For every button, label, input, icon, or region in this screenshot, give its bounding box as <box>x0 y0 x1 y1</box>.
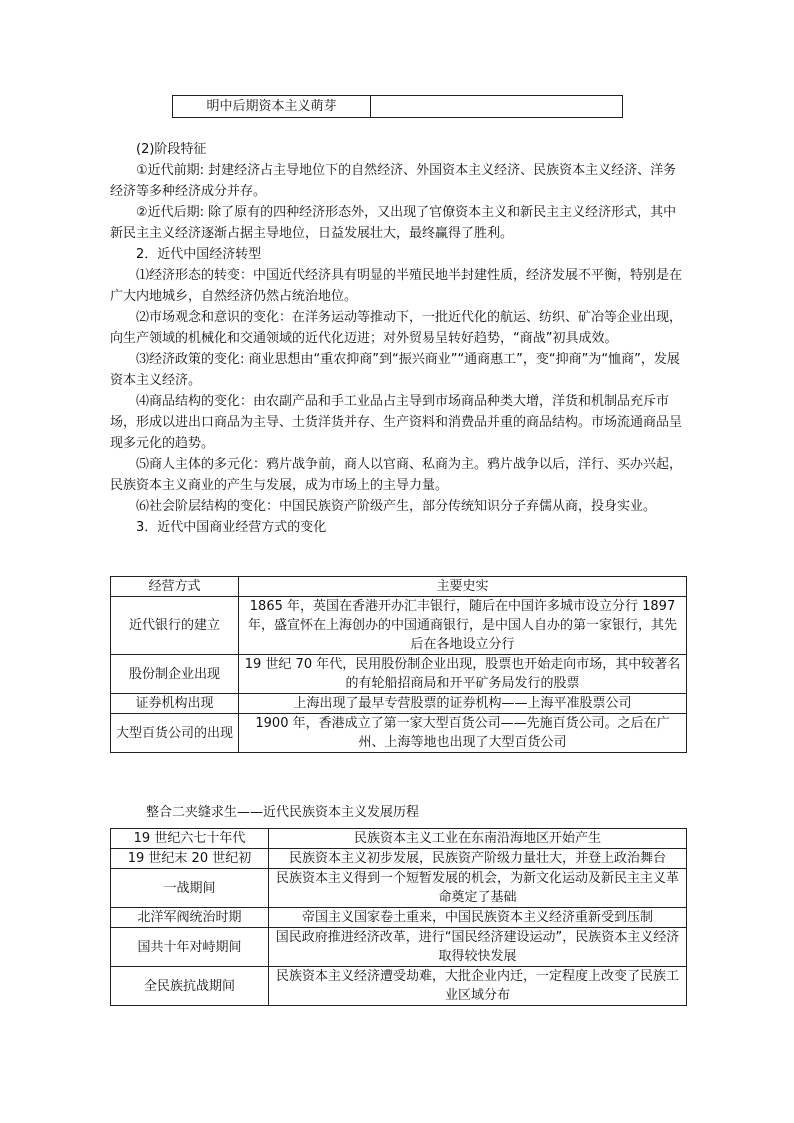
table-row <box>111 967 687 1006</box>
table-cell: 民族资本主义初步发展，民族资产阶级力量壮大，并登上政治舞台 <box>269 849 687 869</box>
table-row <box>111 869 687 908</box>
paragraph: ⑸商人主体的多元化：鸦片战争前，商人以官商、私商为主。鸦片战争以后，洋行、买办兴起，民族资本主义商业的产生与发展，成为市场上的主导力量。 <box>110 457 683 493</box>
table-cell: 民族资本主义经济遭受劫难，大批企业内迁，一定程度上改变了民族工业区域分布 <box>269 967 687 1006</box>
paragraph: ⑶经济政策的变化: 商业思想由“重农抑商”到“振兴商业”“通商惠工”，变“抑商”为“恤商”，发展资本主义经济。 <box>110 352 680 388</box>
table-cell: 1865 年，英国在香港开办汇丰银行，随后在中国许多城市设立分行 1897 年，盛宣怀在上海创办的中国通商银行，是中国人自办的第一家银行，其先后在各地设立分行 <box>239 597 687 655</box>
table-row <box>111 694 687 714</box>
table-row <box>111 655 687 694</box>
paragraph: ①近代前期: 封建经济占主导地位下的自然经济、外国资本主义经济、民族资本主义经济、洋务经济等多种经济成分并存。 <box>110 163 677 199</box>
table-row <box>111 849 687 869</box>
table-cell: 全民族抗战期间 <box>111 967 269 1006</box>
body-text <box>110 139 686 538</box>
table-row <box>111 597 687 655</box>
table-row <box>111 908 687 928</box>
stage-heading: (2)阶段特征 <box>136 142 207 157</box>
table-cell: 证券机构出现 <box>111 694 239 714</box>
paragraph: ⑷商品结构的变化：由农副产品和手工业品占主导到市场商品种类大增，洋货和机制品充斥市场，形成以进出口商品为主导、土货洋货并存、生产资料和消费品并重的商品结构。市场流通商品呈现多元化的趋势。 <box>110 394 683 451</box>
table-cell: 民族资本主义得到一个短暂发展的机会，为新文化运动及新民主主义革命奠定了基础 <box>269 869 687 908</box>
table-cell: 近代银行的建立 <box>111 597 239 655</box>
table-cell: 国民政府推进经济改革，进行“国民经济建设运动”，民族资本主义经济取得较快发展 <box>269 928 687 967</box>
table-cell: 19 世纪末 20 世纪初 <box>111 849 269 869</box>
column-header: 主要史实 <box>239 577 687 597</box>
paragraph: ⑵市场观念和意识的变化：在洋务运动等推动下，一批近代化的航运、纺织、矿冶等企业出现，向生产领域的机械化和交通领域的近代化迈进；对外贸易呈转好趋势，“商战”初具成效。 <box>110 310 683 346</box>
table-row <box>111 714 687 753</box>
table-cell: 上海出现了最早专营股票的证券机构——上海平准股票公司 <box>239 694 687 714</box>
business-methods-table <box>110 576 687 753</box>
paragraph: ⑴经济形态的转变：中国近代经济具有明显的半殖民地半封建性质，经济发展不平衡，特别是在广大内地城乡，自然经济仍然占统治地位。 <box>110 268 683 304</box>
table-caption: 整合二夹缝求生——近代民族资本主义发展历程 <box>146 805 420 820</box>
table-cell: 明中后期资本主义萌芽 <box>173 96 371 118</box>
table-cell: 19 世纪 70 年代，民用股份制企业出现，股票也开始走向市场，其中较著名的有轮船招商局和开平矿务局发行的股票 <box>239 655 687 694</box>
table-row <box>173 96 623 118</box>
table-cell: 北洋军阀统治时期 <box>111 908 269 928</box>
table-cell: 股份制企业出现 <box>111 655 239 694</box>
table-cell: 帝国主义国家卷土重来，中国民族资本主义经济重新受到压制 <box>269 908 687 928</box>
column-header: 经营方式 <box>111 577 239 597</box>
section-heading: 2．近代中国经济转型 <box>136 247 262 262</box>
table-cell: 大型百货公司的出现 <box>111 714 239 753</box>
development-history-table <box>110 828 687 1006</box>
table-row <box>111 829 687 849</box>
paragraph: ⑹社会阶层结构的变化：中国民族资产阶级产生，部分传统知识分子弃儒从商，投身实业。 <box>136 499 657 514</box>
table-cell: 19 世纪六七十年代 <box>111 829 269 849</box>
paragraph: ②近代后期: 除了原有的四种经济形态外，又出现了官僚资本主义和新民主主义经济形式，其中新民主主义经济逐渐占据主导地位，日益发展壮大，最终赢得了胜利。 <box>110 205 677 241</box>
table-cell: 国共十年对峙期间 <box>111 928 269 967</box>
section-heading: 3．近代中国商业经营方式的变化 <box>136 520 327 535</box>
table-row <box>111 928 687 967</box>
table-cell: 民族资本主义工业在东南沿海地区开始产生 <box>269 829 687 849</box>
top-table <box>172 95 623 118</box>
table-header-row <box>111 577 687 597</box>
table-cell: 1900 年，香港成立了第一家大型百货公司——先施百货公司。之后在广州、上海等地也出现了大型百货公司 <box>239 714 687 753</box>
table-cell <box>371 96 623 118</box>
table-cell: 一战期间 <box>111 869 269 908</box>
